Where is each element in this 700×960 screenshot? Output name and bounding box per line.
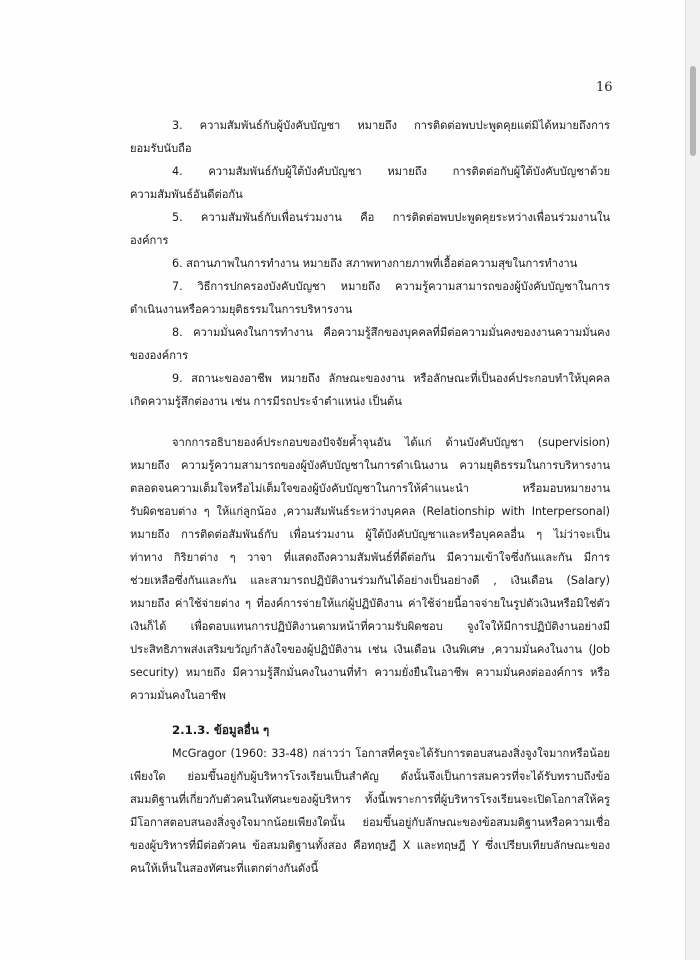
- paragraph-2-line-3: สมมติฐานที่เกี่ยวกับตัวคนในทัศนะของผู้บริหาร ทั้งนี้เพราะการที่ผู้บริหารโรงเรียนจะเปิดโอกาสให้ครู: [130, 793, 610, 806]
- paragraph-1-line-3: ตลอดจนความเต็มใจหรือไม่เต็มใจของผู้บังคับบัญชาในการให้คำแนะนำ หรือมอบหมายงาน: [130, 482, 610, 495]
- paragraph-1-line-4: รับผิดชอบต่าง ๆ ให้แก่ลูกน้อง ,ความสัมพันธ์ระหว่างบุคคล (Relationship with Interpersonal): [130, 505, 610, 518]
- list-item-5-line-2: องค์การ: [130, 234, 169, 247]
- paragraph-1-line-9: เงินก็ได้ เพื่อตอบแทนการปฏิบัติงานตามหน้าที่ความรับผิดชอบ จูงใจให้มีการปฏิบัติงานอย่างมี: [130, 620, 610, 633]
- list-item-6-line-1: 6. สถานภาพในการทำงาน หมายถึง สภาพทางกายภาพที่เอื้อต่อความสุขในการทำงาน: [172, 257, 578, 270]
- paragraph-2-line-6: คนให้เห็นในสองทัศนะที่แตกต่างกันดังนี้: [130, 862, 319, 875]
- list-item-3-line-2: ยอมรับนับถือ: [130, 142, 192, 155]
- paragraph-1-line-10: ประสิทธิภาพส่งเสริมขวัญกำลังใจของผู้ปฏิบัติงาน เช่น เงินเดือน เงินพิเศษ ,ความมั่นคงในงาน (Job: [130, 643, 610, 656]
- list-item-3-line-1: 3. ความสัมพันธ์กับผู้บังคับบัญชา หมายถึง การติดต่อพบปะพูดคุยแต่มิได้หมายถึงการ: [172, 119, 610, 132]
- list-item-4-line-2: ความสัมพันธ์อันดีต่อกัน: [130, 188, 243, 201]
- list-item-7-line-2: ดำเนินงานหรือความยุติธรรมในการบริหารงาน: [130, 303, 353, 316]
- scrollbar-thumb[interactable]: [690, 66, 696, 156]
- paragraph-1-line-1: จากการอธิบายองค์ประกอบของปัจจัยค้ำจุนอัน ได้แก่ ด้านบังคับบัญชา (supervision): [172, 436, 610, 449]
- page-content: [130, 114, 610, 880]
- section-heading: 2.1.3. ข้อมูลอื่น ๆ: [172, 723, 270, 737]
- paragraph-2-line-4: มีโอกาสตอบสนองสิ่งจูงใจมากน้อยเพียงใดนั้น ย่อมขึ้นอยู่กับลักษณะของข้อสมมติฐานหรือความเชื่อ: [130, 816, 610, 829]
- paragraph-1-line-7: ช่วยเหลือซึ่งกันและกัน และสามารถปฏิบัติงานร่วมกันได้อย่างเป็นอย่างดี , เงินเดือน (Salary): [130, 574, 610, 587]
- section-gap: [130, 707, 610, 719]
- list-item-9-line-2: เกิดความรู้สึกต่องาน เช่น การมีรถประจำตำแหน่ง เป็นต้น: [130, 395, 402, 408]
- list-item-5-line-1: 5. ความสัมพันธ์กับเพื่อนร่วมงาน คือ การติดต่อพบปะพูดคุยระหว่างเพื่อนร่วมงานใน: [172, 211, 610, 224]
- paragraph-gap: [130, 413, 610, 431]
- paragraph-2-line-1: McGragor (1960: 33-48) กล่าวว่า โอกาสที่ครูจะได้รับการตอบสนองสิ่งจูงใจมากหรือน้อย: [172, 747, 610, 760]
- list-item-9-line-1: 9. สถานะของอาชีพ หมายถึง ลักษณะของงาน หรือลักษณะที่เป็นองค์ประกอบทำให้บุคคล: [172, 372, 610, 385]
- list-item-8-line-2: ขององค์การ: [130, 349, 189, 362]
- list-item-4-line-1: 4. ความสัมพันธ์กับผู้ใต้บังคับบัญชา หมายถึง การติดต่อกับผู้ใต้บังคับบัญชาด้วย: [172, 165, 610, 178]
- vertical-scrollbar[interactable]: [685, 0, 700, 960]
- page-number: 16: [596, 80, 613, 95]
- paragraph-2-line-5: ของผู้บริหารที่มีต่อตัวคน ข้อสมมติฐานทั้งสอง คือทฤษฎี X และทฤษฎี Y ซึ่งเปรียบเทียบลักษณะของ: [130, 839, 610, 852]
- paragraph-1-line-2: หมายถึง ความรู้ความสามารถของผู้บังคับบัญชาในการดำเนินงาน ความยุติธรรมในการบริหารงาน: [130, 459, 610, 472]
- paragraph-2-line-2: เพียงใด ย่อมขึ้นอยู่กับผู้บริหารโรงเรียนเป็นสำคัญ ดังนั้นจึงเป็นการสมควรที่จะได้รับทราบถึงข้อ: [130, 770, 610, 783]
- paragraph-1-line-8: หมายถึง ค่าใช้จ่ายต่าง ๆ ที่องค์การจ่ายให้แก่ผู้ปฏิบัติงาน ค่าใช้จ่ายนี้อาจจ่ายในรูปตัวเงินหรือมิใช่ตัว: [130, 597, 610, 610]
- paragraph-1-line-5: หมายถึง การติดต่อสัมพันธ์กับ เพื่อนร่วมงาน ผู้ใต้บังคับบัญชาและหรือบุคคลอื่น ๆ ไม่ว่าจะเป็น: [130, 528, 610, 541]
- paragraph-1-line-6: ท่าทาง กิริยาต่าง ๆ วาจา ที่แสดงถึงความสัมพันธ์ที่ดีต่อกัน มีความเข้าใจซึ่งกันและกัน มีการ: [130, 551, 610, 564]
- paragraph-1-line-12: ความมั่นคงในอาชีพ: [130, 689, 226, 702]
- list-item-8-line-1: 8. ความมั่นคงในการทำงาน คือความรู้สึกของบุคคลที่มีต่อความมั่นคงของงานความมั่นคง: [172, 326, 610, 339]
- list-item-7-line-1: 7. วิธีการปกครองบังคับบัญชา หมายถึง ความรู้ความสามารถของผู้บังคับบัญชาในการ: [172, 280, 610, 293]
- paragraph-1-line-11: security) หมายถึง มีความรู้สึกมั่นคงในงานที่ทำ ความยั่งยืนในอาชีพ ความมั่นคงต่อองค์การ หรือ: [130, 666, 610, 679]
